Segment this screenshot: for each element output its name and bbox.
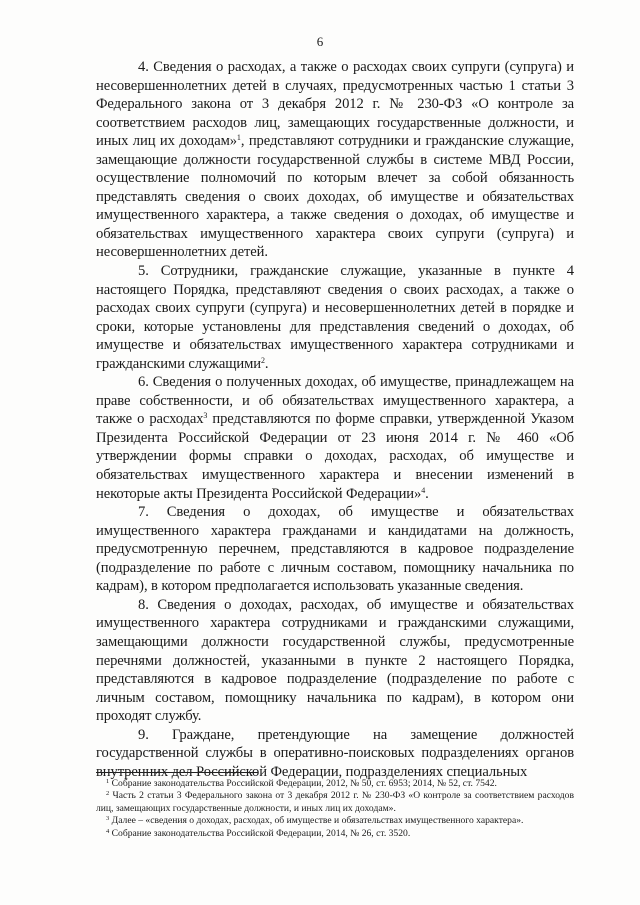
paragraph-text: 6. Сведения о полученных доходах, об имуществе, принадлежащем на праве собственности, и об обязательствах имущественного характера, а также о расходах [96, 374, 574, 428]
document-body [96, 58, 574, 781]
footnote-number: 3 [106, 815, 110, 823]
footnote-text: Собрание законодательства Российской Федерации, 2014, № 26, ст. 3520. [109, 827, 411, 839]
paragraph-item-8 [96, 596, 574, 726]
paragraph-text: , представляют сотрудники и гражданские служащие, замещающие должности государственной службы в системе МВД России, осуществление полномочий по которым влечет за собой обязанность представлять сведения о своих доходах, об имуществе и обязательствах имущественного характера, а также сведения о доходах, об имуществе и обязательствах имущественного характера своих супруги (супруга) и несовершеннолетних детей. [96, 133, 574, 261]
footnote-2 [96, 790, 574, 815]
footnote-ref-2[interactable]: 2 [260, 355, 265, 365]
footnote-divider [96, 772, 258, 773]
paragraph-text: 9. Граждане, претендующие на замещение должностей государственной службы в оперативно-поисковых подразделениях органов внутренних дел Российской Федерации, подразделениях специальных [96, 726, 574, 780]
paragraph-item-4 [96, 58, 574, 262]
footnote-number: 4 [106, 827, 110, 835]
footnote-ref-4[interactable]: 4 [421, 485, 426, 495]
footnote-text: Часть 2 статьи 3 Федерального закона от 3 декабря 2012 г. № 230-ФЗ «О контроле за соответствием расходов лиц, замещающих государственные должности, и иных лиц их доходам». [96, 790, 574, 814]
paragraph-item-6 [96, 373, 574, 503]
paragraph-text: представляются по форме справки, утвержденной Указом Президента Российской Федерации от 23 июня 2014 г. № 460 «Об утверждении формы справки о доходах, расходах, об имуществе и обязательствах имущественного характера и внесении изменений в некоторые акты Президента Российской Федерации» [96, 411, 574, 502]
footnote-text: Собрание законодательства Российской Федерации, 2012, № 50, ст. 6953; 2014, № 52, ст. 7542. [109, 778, 497, 789]
paragraph-text: . [264, 355, 269, 372]
paragraph-text: 7. Сведения о доходах, об имуществе и обязательствах имущественного характера гражданами и кандидатами на должность, предусмотренную перечнем, представляются в кадровое подразделение (подразделение по работе с личным составом, помощнику начальника по кадрам), в котором предполагается использовать указанные сведения. [96, 504, 574, 595]
footnote-3 [96, 815, 574, 827]
paragraph-text: 5. Сотрудники, гражданские служащие, указанные в пункте 4 настоящего Порядка, представляют сведения о своих расходах, а также о расходах своих супруги (супруга) и несовершеннолетних детей в порядке и сроки, которые установлены для представления сведений о доходах, об имуществе и обязательствах имущественного характера сотрудниками и гражданскими служащими [96, 263, 574, 372]
footnote-ref-3[interactable]: 3 [203, 411, 208, 421]
footnotes-section [96, 778, 574, 840]
paragraph-text: 8. Сведения о доходах, расходах, об имуществе и обязательствах имущественного характера сотрудниками и гражданскими служащими, замещающими должности государственной службы, предусмотренные перечнями должностей, указанными в пункте 2 настоящего Порядка, представляются в кадровое подразделение (подразделение по работе с личным составом, помощнику начальника по кадрам), в котором они проходят службу. [96, 596, 574, 725]
footnote-text: Далее – «сведения о доходах, расходах, об имуществе и обязательствах имущественного характера». [109, 815, 524, 827]
footnote-ref-1[interactable]: 1 [236, 133, 241, 143]
footnote-number: 2 [106, 790, 110, 798]
footnote-4 [96, 828, 574, 840]
paragraph-text: . [425, 485, 429, 502]
footnote-1 [96, 778, 574, 790]
paragraph-item-5 [96, 262, 574, 373]
footnote-number: 1 [106, 778, 110, 785]
page-number: 6 [316, 34, 324, 49]
paragraph-item-7 [96, 503, 574, 596]
paragraph-text: 4. Сведения о расходах, а также о расходах своих супруги (супруга) и несовершеннолетних детей в случаях, предусмотренных частью 1 статьи 3 Федерального закона от 3 декабря 2012 г. № 230-ФЗ «О контроле за соответствием расходов лиц, замещающих государственные должности, и иных лиц их доходам» [96, 59, 574, 150]
